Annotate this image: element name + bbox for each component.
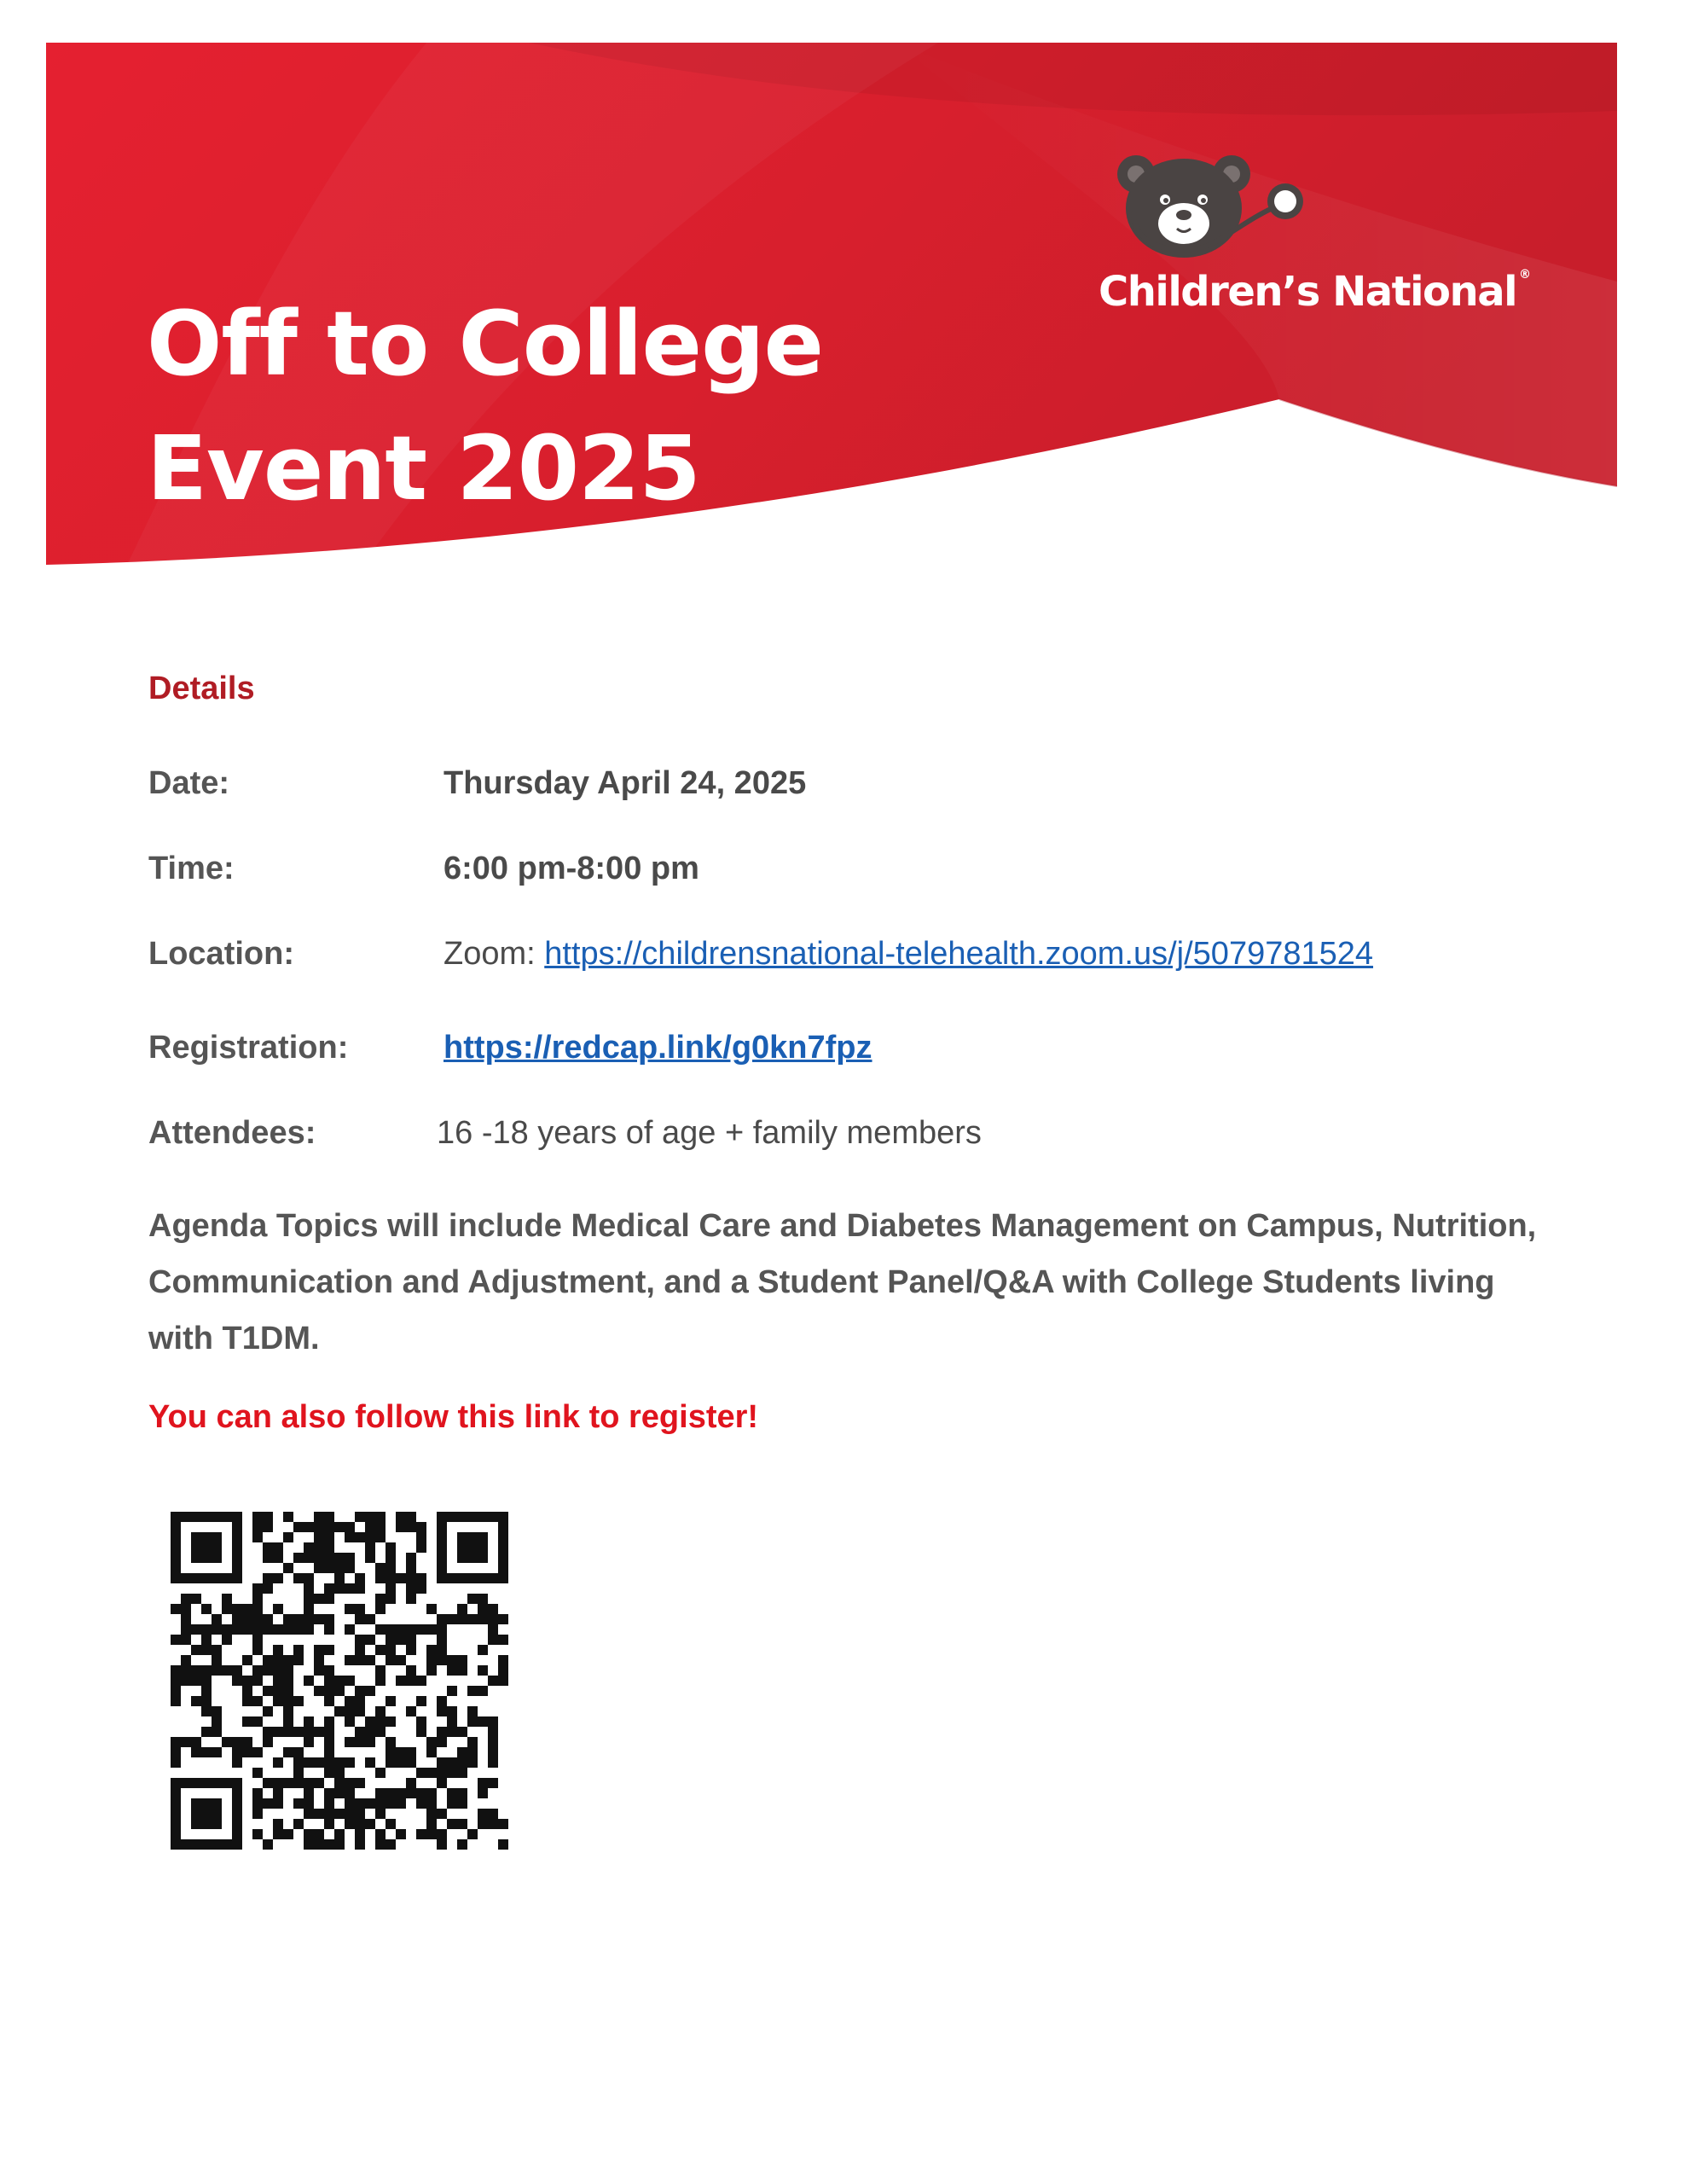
header-banner (0, 0, 1687, 597)
event-title-line-1: Off to College (147, 292, 824, 396)
event-title (147, 282, 823, 531)
qr-code-icon[interactable] (159, 1500, 520, 1862)
time-label: Time: (148, 851, 235, 886)
zoom-link[interactable]: https://childrensnational-telehealth.zoom.us/j/5079781524 (544, 936, 1374, 972)
time-row (148, 843, 1547, 894)
qr-code-graphic (159, 1500, 520, 1862)
attendees-row (148, 1107, 1547, 1159)
date-value: Thursday April 24, 2025 (443, 765, 807, 801)
details-heading: Details (148, 671, 255, 706)
location-value (443, 928, 1373, 979)
registered-mark: ® (1519, 268, 1532, 282)
date-row (148, 758, 1547, 809)
teddy-bear-stethoscope-icon (1112, 152, 1317, 263)
location-row (148, 928, 1547, 979)
follow-link-text: You can also follow this link to register! (148, 1399, 759, 1435)
location-prefix: Zoom: (443, 936, 545, 972)
brand-name (1099, 268, 1531, 316)
attendees-value: 16 -18 years of age + family members (437, 1115, 982, 1151)
attendees-label: Attendees: (148, 1115, 316, 1151)
registration-value (443, 1022, 872, 1073)
agenda-text: Agenda Topics will include Medical Care and Diabetes Management on Campus, Nutrition, Communication and Adjustment, and a Student Panel/Q&A with College Students living with T1DM. (148, 1208, 1537, 1356)
location-label: Location: (148, 936, 294, 972)
brand-name-text: Children’s National (1099, 268, 1517, 316)
childrens-national-logo (1099, 152, 1532, 331)
registration-row (148, 1022, 1547, 1073)
time-value: 6:00 pm-8:00 pm (443, 851, 699, 886)
registration-link[interactable]: https://redcap.link/g0kn7fpz (443, 1030, 872, 1066)
date-label: Date: (148, 765, 230, 801)
event-title-line-2: Event 2025 (147, 416, 700, 520)
registration-label: Registration: (148, 1030, 349, 1066)
